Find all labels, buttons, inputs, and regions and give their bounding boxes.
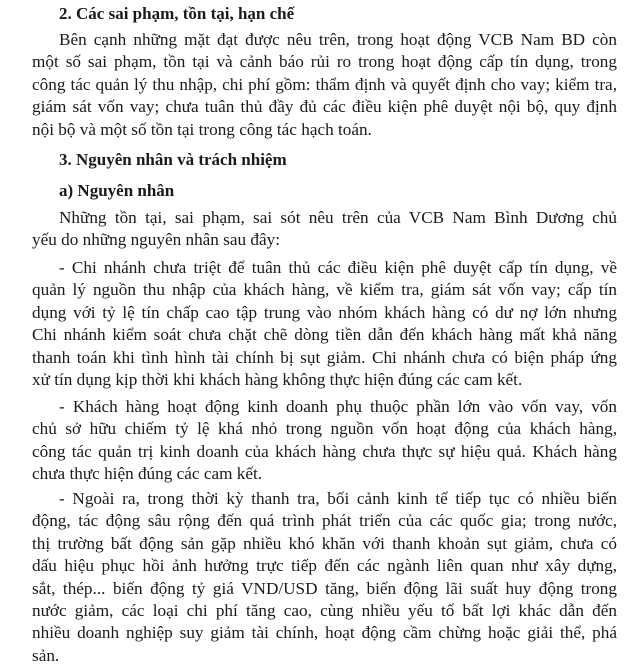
cause-3-paragraph — [32, 488, 617, 667]
paragraph-line: một số sai phạm, tồn tại và cảnh báo rủi ro trong hoạt động cấp tín dụng, trong — [32, 52, 617, 72]
paragraph-line: dụng với tỷ lệ tín chấp cao tập trung vào nhóm khách hàng có dư nợ lớn nhưng — [32, 302, 617, 322]
paragraph-line: nước giảm, các loại chi phí tăng cao, cùng nhiều yếu tố bất lợi khác dẫn đến — [32, 601, 617, 621]
cause-2-paragraph — [32, 396, 617, 486]
paragraph-line: công tác quản trị kinh doanh của khách hàng chưa thực sự hiệu quả. Khách hàng — [32, 441, 617, 461]
paragraph-line: động, tác động sâu rộng đến quá trình phát triển của các quốc gia; trong nước, — [32, 511, 617, 531]
paragraph-line: Bên cạnh những mặt đạt được nêu trên, trong hoạt động VCB Nam BD còn — [59, 30, 617, 49]
paragraph-line: sắt, thép... biến động tỷ giá VND/USD tăng, biến động lãi suất huy động trong — [32, 578, 617, 598]
paragraph-line: Chi nhánh kiểm soát chưa chặt chẽ dòng tiền dẫn đến khách hàng mất khả năng — [32, 325, 617, 345]
paragraph-line: xử tín dụng kịp thời khi khách hàng không thực hiện đúng các cam kết. — [32, 370, 523, 390]
subsection-a-heading: a) Nguyên nhân — [59, 181, 175, 200]
cause-1-paragraph — [32, 257, 617, 391]
paragraph-line: Những tồn tại, sai phạm, sai sót nêu trên của VCB Nam Bình Dương chủ — [59, 208, 617, 227]
paragraph-line: chủ sở hữu chiếm tỷ lệ khá nhỏ trong nguồn vốn hoạt động của khách hàng, — [32, 419, 617, 439]
paragraph-line: yếu do những nguyên nhân sau đây: — [32, 230, 280, 250]
paragraph-line: - Chi nhánh chưa triệt để tuân thủ các điều kiện phê duyệt cấp tín dụng, về — [59, 258, 617, 277]
paragraph-line: thị trường bất động sản gặp nhiều khó khăn với thanh khoản sụt giảm, chưa có — [32, 533, 617, 553]
paragraph-line: chưa thực hiện đúng các cam kết. — [32, 464, 263, 484]
paragraph-line: - Ngoài ra, trong thời kỳ thanh tra, bối cảnh kinh tế tiếp tục có nhiều biến — [59, 489, 617, 508]
section-2-paragraph — [32, 29, 617, 141]
paragraph-line: dấu hiệu phục hồi ảnh hưởng trực tiếp đến các ngành liên quan như xây dựng, — [32, 556, 617, 576]
paragraph-line: nhiều doanh nghiệp suy giảm tài chính, hoạt động cầm chừng hoặc giải thể, phá — [32, 623, 617, 643]
paragraph-line: thanh toán khi tình hình tài chính bị sụt giảm. Chi nhánh chưa có biện pháp ứng — [32, 347, 617, 367]
paragraph-line: quản lý nguồn thu nhập của khách hàng, về kiểm tra, giám sát vốn vay; cấp tín — [32, 280, 617, 300]
paragraph-line: giám sát vốn vay; chưa tuân thủ đầy đủ các điều kiện phê duyệt nội bộ, quy định — [32, 97, 617, 117]
paragraph-line: - Khách hàng hoạt động kinh doanh phụ thuộc phần lớn vào vốn vay, vốn — [59, 397, 617, 416]
paragraph-line: sản. — [32, 645, 60, 665]
paragraph-line: công tác quản lý thu nhập, chi phí gồm: thẩm định và quyết định cho vay; kiểm tra, — [32, 74, 617, 94]
paragraph-line: nội bộ và một số tồn tại trong công tác hạch toán. — [32, 119, 372, 139]
causes-intro-paragraph — [32, 207, 617, 252]
section-3-heading: 3. Nguyên nhân và trách nhiệm — [59, 150, 287, 169]
section-2-heading: 2. Các sai phạm, tồn tại, hạn chế — [59, 4, 295, 23]
